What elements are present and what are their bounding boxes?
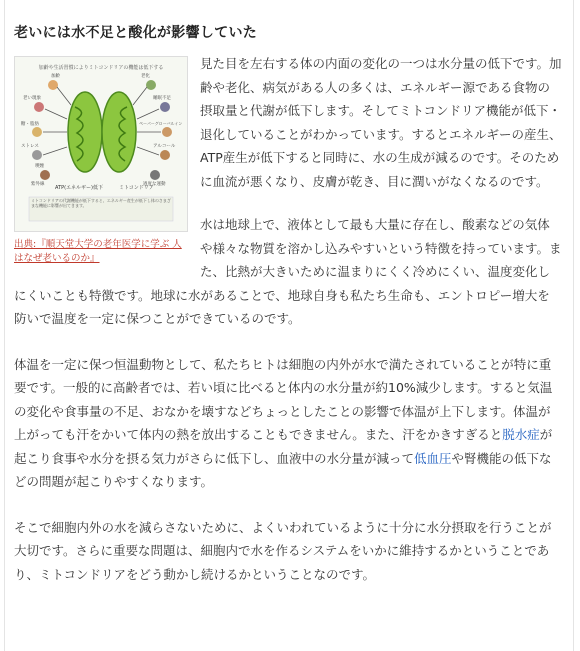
label-left-6: 紫外線: [31, 182, 45, 187]
label-left-1: 加齢: [51, 74, 60, 79]
figure-caption-link[interactable]: 出典:『順天堂大学の老年医学に学ぶ 人はなぜ老いるのか』: [14, 239, 182, 264]
label-right-3: ペーパーグローバルイン: [139, 121, 183, 126]
label-right-5: 過度な運動: [143, 182, 166, 187]
paragraph-4: そこで細胞内外の水を減らさないために、よくいわれているように十分に水分摂取を行うことが大切です。さらに重要な問題は、細胞内で水を作るシステムをいかに維持するかということであり、ミトコンドリアをどう動かし続けるかということなのです。: [14, 519, 552, 582]
hypotension-link[interactable]: 低血圧: [414, 450, 452, 466]
mitochondria-diagram: [14, 56, 188, 232]
label-right-2: 睡眠不足: [153, 96, 171, 101]
label-bottom-left: ATP(エネルギー)低下: [55, 185, 104, 191]
figure: [14, 56, 190, 266]
paragraph-3-part-a: 体温を一定に保つ恒温動物として、私たちヒトは細胞の内外が水で満たされていることが特に重要です。一般的に高齢者では、若い頃に比べると体内の水分量が約10%減少します。すると気温の変化や食事量の不足、おなかを壊すなどちょっとしたことの影響で体温が上下します。体温が上がっても汗をかいて体内の熱を放出することもできません。また、汗をかきすぎると: [14, 356, 553, 442]
label-bottom-right: ミトコンドリア: [119, 185, 154, 191]
diagram-body-text: ミトコンドリアの代謝機能が低下すると、エネルギー産生が低下し体のさまざまな機能に影響が出てきます。: [31, 198, 171, 208]
label-left-5: 喫煙: [35, 164, 44, 169]
label-right-4: アルコール: [153, 144, 176, 149]
dehydration-link[interactable]: 脱水症: [502, 427, 540, 442]
paragraph-3: [14, 353, 562, 494]
diagram-title: 加齢や生活習慣によりミトコンドリアの機能は低下する: [38, 65, 164, 71]
diagram-svg: [15, 57, 187, 231]
paragraph-1: 見た目を左右する体の内面の変化の一つは水分量の低下です。加齢や老化、病気がある人の多くは、エネルギー源である食物の摂取量と代謝が低下します。そしてミトコンドリア機能が低下・退化していることがわかっています。するとエネルギーの産生、ATP産生が低下すると同時に、水の生成が減るのです。そのために血流が悪くなり、皮膚が乾き、目に潤いがなくなるのです。: [200, 56, 562, 189]
label-right-1: 老化: [141, 74, 150, 79]
paragraph-3-part-c: や腎機能の低下などの問題が起こりやすくなります。: [14, 450, 552, 489]
article-heading: 老いには水不足と酸化が影響していた: [14, 25, 258, 41]
label-left-2: 老い現象: [23, 96, 41, 101]
paragraph-3-part-b: が起こり食事や水分を摂る気力がさらに低下し、血液中の水分量が減って: [14, 427, 553, 466]
label-left-3: 糖・脂肪: [21, 122, 39, 127]
paragraph-2: 水は地球上で、液体として最も大量に存在し、酸素などの気体や様々な物質を溶かし込みやすいという特徴を持っています。また、比熱が大きいために温まりにくく冷めにくい、温度変化しにくいことも特徴です。地球に水があることで、地球自身も私たち生命も、エントロピー増大を防いで温度を一定に保つことができているのです。: [14, 217, 562, 326]
label-left-4: ストレス: [21, 144, 39, 149]
article: [14, 22, 562, 586]
